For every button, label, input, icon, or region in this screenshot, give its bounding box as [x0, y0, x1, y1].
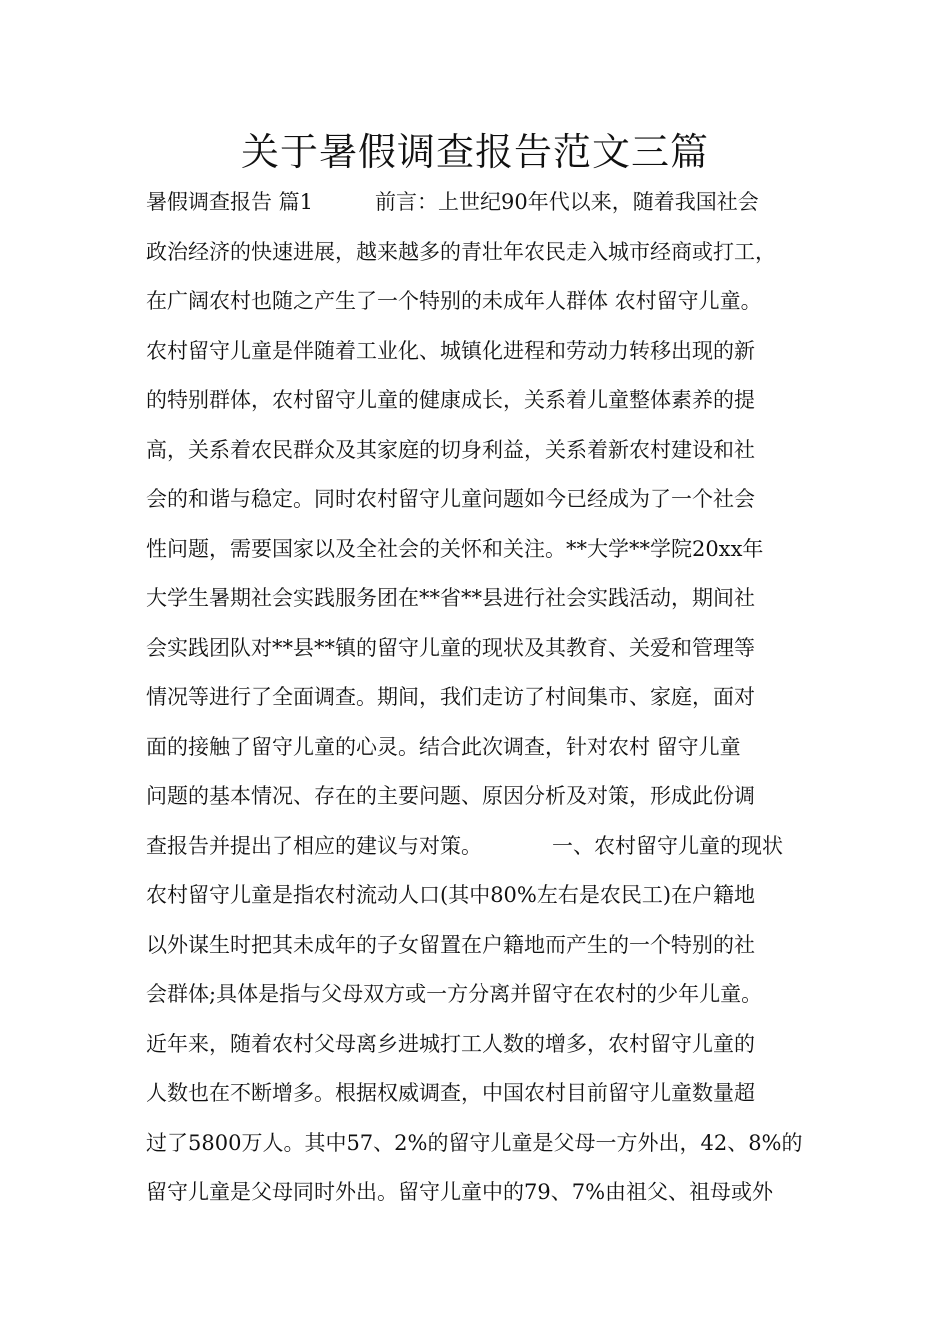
text-segment: 前言：上世纪90年代以来，随着我国社会: [375, 190, 759, 214]
text-line-14: [146, 822, 816, 872]
text-line-7: 会的和谐与稳定。同时农村留守儿童问题如今已经成为了一个社会: [146, 487, 755, 511]
text-segment: 查报告并提出了相应的建议与对策。: [146, 833, 482, 858]
text-line-10: 会实践团队对**县**镇的留守儿童的现状及其教育、关爱和管理等: [146, 635, 755, 660]
text-line-8: 性问题，需要国家以及全社会的关怀和关注。**大学**学院20xx年: [146, 536, 764, 561]
text-line-1: [146, 178, 816, 228]
text-line-19: 人数也在不断增多。根据权威调查，中国农村目前留守儿童数量超: [146, 1081, 755, 1105]
text-line-4: 农村留守儿童是伴随着工业化、城镇化进程和劳动力转移出现的新: [146, 338, 755, 363]
section-heading: 暑假调查报告 篇1: [146, 190, 314, 214]
text-line-6: 高，关系着农民群众及其家庭的切身利益，关系着新农村建设和社: [146, 437, 755, 462]
text-line-9: 大学生暑期社会实践服务团在**省**县进行社会实践活动，期间社: [146, 586, 755, 610]
document-title: 关于暑假调查报告范文三篇: [240, 130, 709, 174]
text-line-21: 留守儿童是父母同时外出。留守儿童中的79、7%由祖父、祖母或外: [146, 1180, 774, 1204]
text-line-15: 农村留守儿童是指农村流动人口(其中80%左右是农民工)在户籍地: [146, 883, 756, 907]
text-line-5: 的特别群体，农村留守儿童的健康成长，关系着儿童整体素养的提: [146, 388, 755, 412]
text-line-13: 问题的基本情况、存在的主要问题、原因分析及对策，形成此份调: [146, 784, 755, 808]
text-line-16: 以外谋生时把其未成年的子女留置在户籍地而产生的一个特别的社: [146, 932, 755, 957]
section-heading: 一、农村留守儿童的现状: [552, 833, 783, 858]
document-body: [146, 178, 816, 1218]
text-line-12: 面的接触了留守儿童的心灵。结合此次调查，针对农村 留守儿童: [146, 734, 741, 759]
text-line-2: 政治经济的快速进展，越来越多的青壮年农民走入城市经商或打工，: [146, 239, 776, 264]
text-line-3: 在广阔农村也随之产生了一个特别的未成年人群体 农村留守儿童。: [146, 289, 762, 313]
text-line-11: 情况等进行了全面调查。期间，我们走访了村间集市、家庭，面对: [146, 685, 755, 709]
text-line-17: 会群体;具体是指与父母双方或一方分离并留守在农村的少年儿童。: [146, 982, 763, 1006]
text-line-20: 过了5800万人。其中57、2%的留守儿童是父母一方外出，42、8%的: [146, 1130, 803, 1155]
text-line-18: 近年来，随着农村父母离乡进城打工人数的增多，农村留守儿童的: [146, 1031, 755, 1056]
